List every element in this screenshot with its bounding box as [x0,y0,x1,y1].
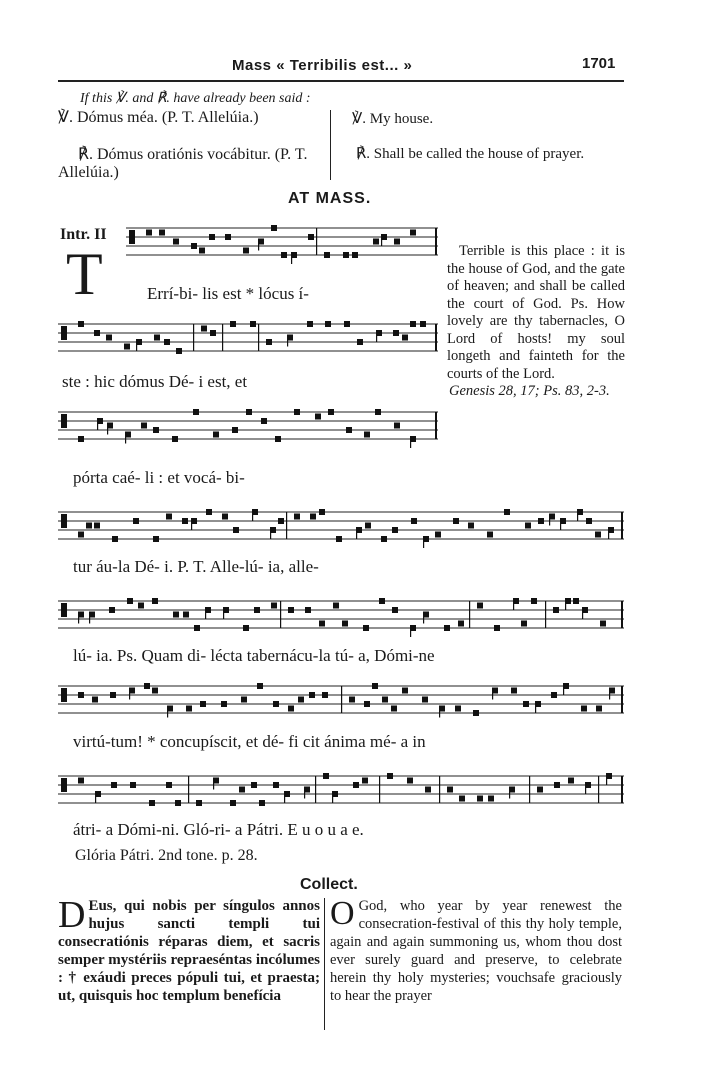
neume-stem [258,239,259,251]
bar-line [379,776,380,803]
neume [266,339,272,345]
chant-staff-7 [58,770,624,814]
neume [294,409,300,415]
neume [141,423,147,429]
neume-stem [423,612,424,624]
neume-stem [535,701,536,713]
neume [154,335,160,341]
neume [407,778,413,784]
header-rule [58,80,624,82]
neume-stem [608,527,609,539]
neume-stem [284,791,285,803]
chant-staff-6 [58,680,624,724]
neume [164,339,170,345]
introit-label: Intr. II [60,226,107,243]
neume [487,532,493,538]
neume-stem [291,252,292,264]
bar-line [598,776,599,803]
neume [363,625,369,631]
chant-lyric-3: pórta caé- li : et vocá- bi- [73,468,245,487]
neume [394,423,400,429]
neume [112,536,118,542]
neume [410,230,416,236]
bar-line [188,776,189,803]
neume [153,427,159,433]
neume [246,409,252,415]
neume [239,787,245,793]
neume [372,683,378,689]
collect-latin-drop-cap: D [58,894,86,936]
neume [333,603,339,609]
neume [94,330,100,336]
versicle-english-r: ℟. Shall be called the house of prayer. [356,146,585,162]
neume [323,773,329,779]
neume [362,778,368,784]
neume [425,787,431,793]
neume-stem [423,536,424,548]
neume [343,252,349,258]
neume [365,523,371,529]
bar-line [315,776,316,803]
neume [146,230,152,236]
bar-line [258,324,259,351]
neume [110,692,116,698]
neume [166,514,172,520]
neume [521,621,527,627]
chant-staff-2 [58,318,438,366]
neume [92,697,98,703]
neume [309,692,315,698]
neume [353,782,359,788]
bar-line [621,601,623,628]
neume [319,621,325,627]
neume [176,348,182,354]
neume-stem [332,791,333,803]
neume [78,321,84,327]
neume-stem [565,598,566,610]
chant-staff-5 [58,595,624,639]
neume [352,252,358,258]
bar-line [435,412,437,439]
neume [322,692,328,698]
neume [294,514,300,520]
bar-line [193,324,194,351]
neume [455,706,461,712]
neume-stem [606,773,607,785]
neume [209,234,215,240]
neume-stem [356,527,357,539]
neume-stem [439,706,440,718]
neume [124,344,130,350]
neume-stem [107,423,108,435]
neume [305,607,311,613]
neume [600,621,606,627]
neume-stem [577,509,578,521]
neume [166,782,172,788]
neume [504,509,510,515]
neume [381,536,387,542]
neume [553,607,559,613]
neume-stem [213,778,214,790]
neume-stem [563,683,564,695]
introit-drop-cap: T [66,241,103,307]
neume-stem [223,607,224,619]
neume-stem [167,706,168,718]
bar-line [316,228,317,255]
neume [78,778,84,784]
neume [596,706,602,712]
neume-stem [270,527,271,539]
neume [310,514,316,520]
neume-stem [549,514,550,526]
neume-stem [205,607,206,619]
neume [473,710,479,716]
neume [78,692,84,698]
neume [324,252,330,258]
neume [191,243,197,249]
neume [200,701,206,707]
neume [281,252,287,258]
neume [319,509,325,515]
neume [568,778,574,784]
neume-stem [381,234,382,246]
neume [271,225,277,231]
collect-english-drop-cap: O [330,895,355,932]
neume [537,787,543,793]
chant-lyric-6: virtú-tum! * concupíscit, et dé- fi cit ánima mé- a in [73,732,426,751]
clef-mark [61,778,67,792]
neume [392,607,398,613]
neume [186,706,192,712]
neume [138,603,144,609]
neume [230,321,236,327]
neume [199,248,205,254]
neume [144,683,150,689]
clef-mark [129,230,135,244]
neume-stem [582,607,583,619]
neume [488,796,494,802]
neume [336,536,342,542]
neume [183,612,189,618]
neume [459,796,465,802]
collect-english-text: God, who year by year renewest the consecration-festival of this thy holy temple, again and again summoning us, whom thou dost ever surely guard and preserve, to celebrate herein thy holy mysteries; vouchsafe graciously to hear the prayer [330,898,622,1004]
neume-stem [609,688,610,700]
neume [86,523,92,529]
neume [458,621,464,627]
neume [315,414,321,420]
neume [109,607,115,613]
collect-heading: Collect. [300,876,358,893]
bar-line [439,776,440,803]
neume [328,409,334,415]
chant-lyric-2: ste : hic dómus Dé- i est, et [62,372,248,391]
neume-stem [492,688,493,700]
neume [447,787,453,793]
neume [111,782,117,788]
collect-latin [58,894,320,1005]
neume [273,782,279,788]
versicle-latin-v: ℣. Dómus méa. (P. T. Allelúia.) [58,109,259,126]
neume [394,239,400,245]
neume [278,518,284,524]
neume [453,518,459,524]
clef-mark [61,688,67,702]
neume [308,234,314,240]
neume [379,598,385,604]
chant-staff-3 [58,406,438,454]
neume [193,409,199,415]
bar-line [280,601,281,628]
neume [531,598,537,604]
chant-lyric-1: Errí-bi- lis est * lócus í- [147,284,309,303]
neume [173,612,179,618]
neume [243,248,249,254]
neume [468,523,474,529]
neume [349,697,355,703]
neume [392,527,398,533]
bar-line [621,512,623,539]
neume [257,683,263,689]
collect-english [330,897,622,1005]
neume [127,598,133,604]
neume [243,625,249,631]
neume [194,625,200,631]
clef-mark [61,514,67,528]
neume [149,800,155,806]
neume [271,603,277,609]
neume [159,230,165,236]
bar-line [469,601,470,628]
neume [494,625,500,631]
neume [201,326,207,332]
neume [422,697,428,703]
neume-stem [191,518,192,530]
neume [382,697,388,703]
neume-stem [585,782,586,794]
neume [175,800,181,806]
neume [410,321,416,327]
neume [525,523,531,529]
neume-stem [513,598,514,610]
neume [153,536,159,542]
neume [196,800,202,806]
chant-staff-4 [58,506,624,554]
chant-staff-1 [126,222,438,272]
introit-translation [447,243,625,401]
neume [78,436,84,442]
neume-stem [78,612,79,624]
neume [344,321,350,327]
bar-line [621,686,623,713]
neume-stem [95,791,96,803]
neume [357,339,363,345]
neume [420,321,426,327]
neume [511,688,517,694]
clef-mark [61,603,67,617]
chant-lyric-7: átri- a Dómi-ni. Gló-ri- a Pátri. E u o u a e. [73,820,364,839]
neume-stem [560,518,561,530]
neume [273,701,279,707]
neume [221,701,227,707]
neume [213,432,219,438]
neume [387,773,393,779]
bar-line [621,776,623,803]
collect-latin-text: Eus, qui nobis per síngulos annos hujus sancti templi tui consecratiónis réparas diem, et sacris semper mystériis repraeséntas incólumes : † exáudi preces pópuli tui, et praesta; ut, quisquis hoc templum benefícia [58,898,320,1004]
neume [402,335,408,341]
neume-stem [125,432,126,444]
neume [222,514,228,520]
neume [581,706,587,712]
translation-text: Terrible is this place : it is the house of God, and the gate of heaven; and shall be called the court of God. Ps. How lovely are thy tabernacles, O Lord of hosts! my soul longeth and fainteth for the courts of the Lord. [447,243,625,382]
neume-stem [252,509,253,521]
neume [307,321,313,327]
at-mass-heading: AT MASS. [288,190,372,207]
neume [375,409,381,415]
bar-line [435,324,437,351]
neume [477,796,483,802]
neume-stem [287,335,288,347]
chant-lyric-5: lú- ia. Ps. Quam di- lécta tabernácu-la tú- a, Dómi-ne [73,646,435,665]
neume [538,518,544,524]
neume [391,706,397,712]
neume [173,239,179,245]
neume [393,330,399,336]
versicle-english-v: ℣. My house. [352,111,434,127]
bar-line [222,324,223,351]
versicle-latin-r: ℟. Dómus oratiónis vocábitur. (P. T. Allelúia.) [58,146,308,181]
neume [342,621,348,627]
neume [94,523,100,529]
collect-column-divider [324,898,325,1030]
running-title: Mass « Terribilis est... » [232,57,413,74]
neume [411,518,417,524]
neume [523,701,529,707]
bar-line [341,686,342,713]
neume-stem [410,436,411,448]
bar-line [286,512,287,539]
neume-stem [89,612,90,624]
neume [254,607,260,613]
bar-line [529,776,530,803]
neume [106,335,112,341]
neume [152,598,158,604]
versicle-intro: If this ℣. and ℟. have already been said : [80,91,311,106]
neume [250,321,256,327]
page-number: 1701 [582,55,616,72]
neume [210,330,216,336]
neume [364,701,370,707]
neume-stem [410,625,411,637]
neume-stem [304,787,305,799]
neume [595,532,601,538]
neume [435,532,441,538]
neume [325,321,331,327]
neume [130,782,136,788]
neume-stem [376,330,377,342]
neume [373,239,379,245]
neume [402,688,408,694]
neume [275,436,281,442]
clef-mark [61,326,67,340]
neume [133,518,139,524]
neume [573,598,579,604]
bar-line [435,228,437,255]
neume-stem [509,787,510,799]
neume [152,688,158,694]
neume [182,518,188,524]
neume [288,607,294,613]
neume [172,436,178,442]
scripture-reference: Genesis 28, 17; Ps. 83, 2-3. [449,383,610,399]
clef-mark [61,414,67,428]
neume [206,509,212,515]
chant-lyric-4: tur áu-la Dé- i. P. T. Alle-lú- ia, alle- [73,557,319,576]
versicle-column-divider [330,110,331,180]
neume [477,603,483,609]
neume [298,697,304,703]
gloria-patri-note: Glória Pátri. 2nd tone. p. 28. [75,847,258,864]
neume [230,800,236,806]
neume [232,427,238,433]
neume [288,706,294,712]
neume-stem [97,418,98,430]
neume [78,532,84,538]
neume [444,625,450,631]
neume [551,692,557,698]
neume [586,518,592,524]
neume [233,527,239,533]
neume [554,782,560,788]
neume-stem [129,688,130,700]
neume [364,432,370,438]
neume [261,418,267,424]
neume [225,234,231,240]
bar-line [545,601,546,628]
neume [346,427,352,433]
neume [251,782,257,788]
neume [241,697,247,703]
neume [259,800,265,806]
neume-stem [136,339,137,351]
